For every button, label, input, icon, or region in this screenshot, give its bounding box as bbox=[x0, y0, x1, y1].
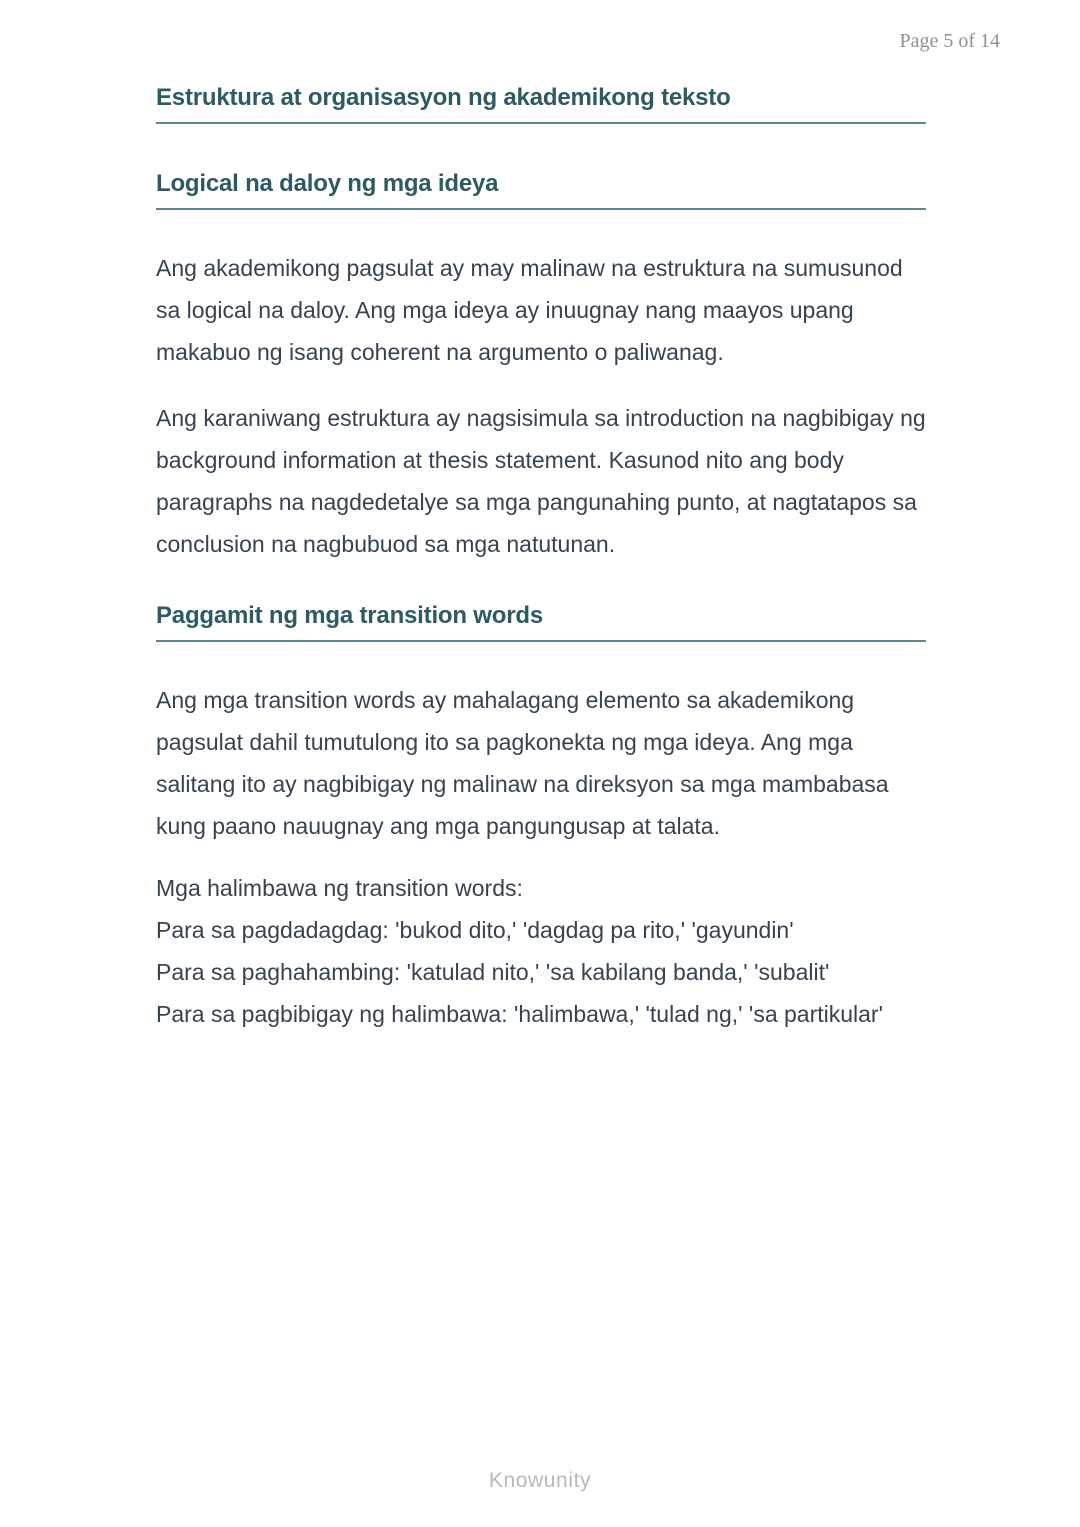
document-content bbox=[156, 83, 926, 1035]
paragraph-structure-overview: Ang akademikong pagsulat ay may malinaw na estruktura na sumusunod sa logical na daloy. Ang mga ideya ay inuugnay nang maayos upang makabuo ng isang coherent na argumento o paliwanag. bbox=[156, 255, 903, 365]
subsection-title-transition-words: Paggamit ng mga transition words bbox=[156, 602, 543, 629]
footer-brand: Knowunity bbox=[488, 1469, 592, 1492]
subsection-title-rule bbox=[156, 208, 926, 210]
subsection-title-rule bbox=[156, 640, 926, 642]
example-list-intro: Mga halimbawa ng transition words: bbox=[156, 875, 523, 901]
example-list bbox=[156, 867, 926, 1035]
example-line-addition: Para sa pagdadagdag: 'bukod dito,' 'dagdag pa rito,' 'gayundin' bbox=[156, 917, 794, 943]
subsection-title-logical-flow: Logical na daloy ng mga ideya bbox=[156, 170, 499, 197]
page-indicator: Page 5 of 14 bbox=[899, 30, 1000, 52]
example-line-giving-example: Para sa pagbibigay ng halimbawa: 'halimbawa,' 'tulad ng,' 'sa partikular' bbox=[156, 1001, 883, 1027]
example-line-comparison: Para sa paghahambing: 'katulad nito,' 'sa kabilang banda,' 'subalit' bbox=[156, 959, 830, 985]
paragraph-typical-structure: Ang karaniwang estruktura ay nagsisimula sa introduction na nagbibigay ng background information at thesis statement. Kasunod nito ang body paragraphs na nagdedetalye sa mga pangunahing punto, at nagtatapos sa conclusion na nagbubuod sa mga natutunan. bbox=[156, 405, 926, 557]
section-title-rule bbox=[156, 122, 926, 124]
paragraph-transition-words: Ang mga transition words ay mahalagang elemento sa akademikong pagsulat dahil tumutulong ito sa pagkonekta ng mga ideya. Ang mga salitang ito ay nagbibigay ng malinaw na direksyon sa mga mambabasa kung paano nauugnay ang mga pangungusap at talata. bbox=[156, 687, 889, 839]
section-title: Estruktura at organisasyon ng akademikong teksto bbox=[156, 84, 731, 111]
